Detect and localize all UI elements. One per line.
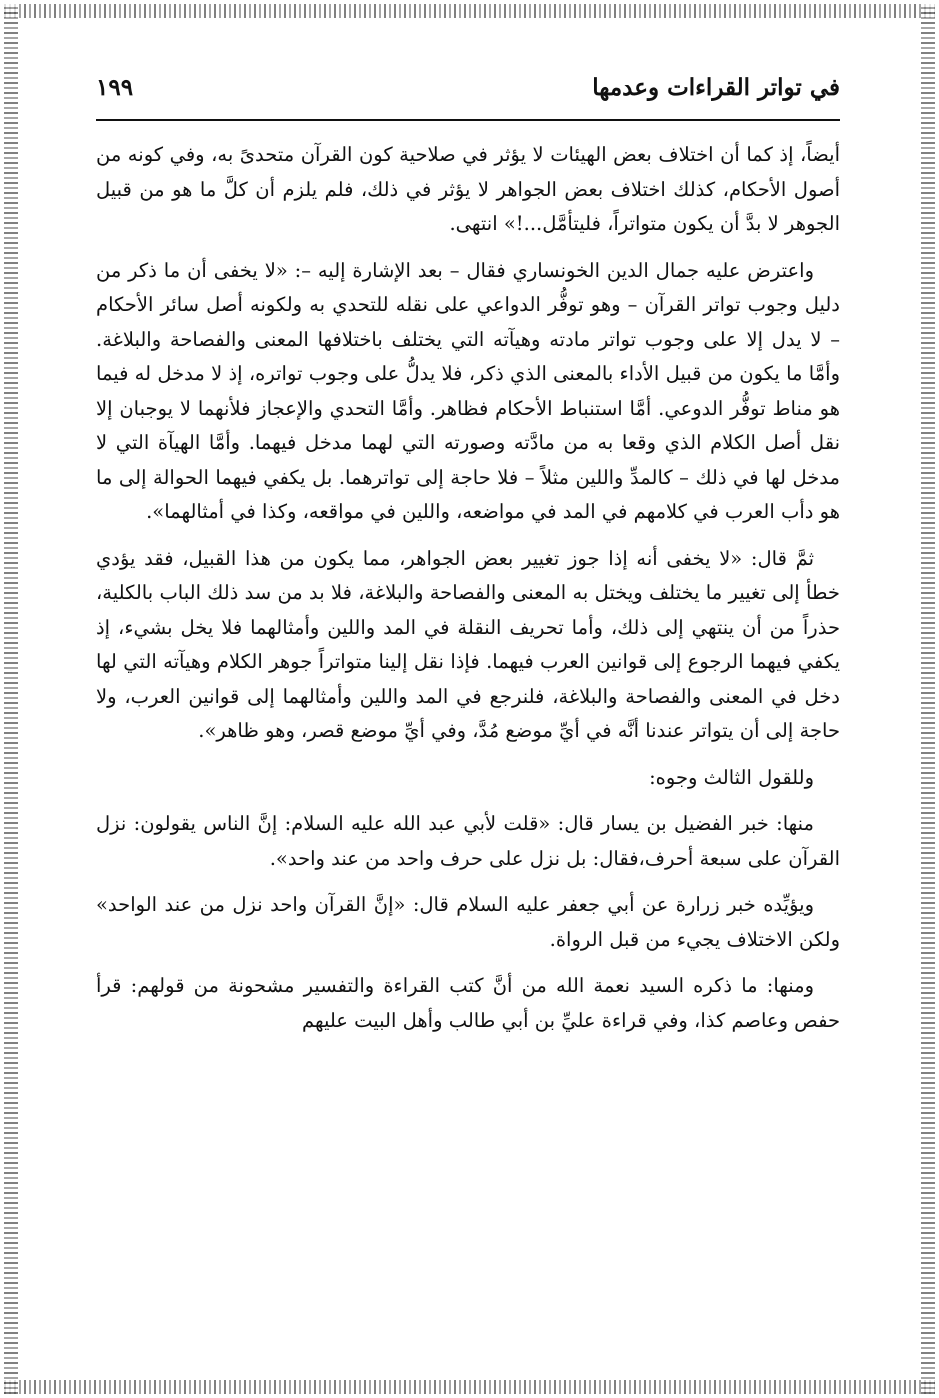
page-number: ١٩٩ — [96, 74, 134, 101]
border-frame-right — [921, 4, 935, 1394]
border-frame-left — [4, 4, 18, 1394]
paragraph-6: ويؤيِّده خبر زرارة عن أبي جعفر عليه السلام قال: «إنَّ القرآن واحد نزل من عند الواحد» ولكن الاختلاف يجيء من قبل الرواة. — [96, 893, 840, 951]
page-header — [96, 70, 840, 114]
page-body — [96, 138, 840, 1050]
paragraph-1: أيضاً، إذ كما أن اختلاف بعض الهيئات لا يؤثر في صلاحية كون القرآن متحدىً به، وفي كونه من أصول الأحكام، كذلك اختلاف بعض الجواهر لا يؤثر في ذلك، فلم يلزم أن كلَّ ما هو من قبيل الجوهر لا بدَّ أن يكون متواتراً، فليتأمَّل...!» انتهى. — [96, 143, 840, 235]
paragraph-7: ومنها: ما ذكره السيد نعمة الله من أنَّ كتب القراءة والتفسير مشحونة من قولهم: قرأ حفص وعاصم كذا، وفي قراءة عليِّ بن أبي طالب وأهل البيت عليهم — [96, 974, 840, 1032]
running-title: في تواتر القراءات وعدمها — [592, 74, 840, 101]
border-frame-top — [4, 4, 935, 18]
paragraph-3: ثمَّ قال: «لا يخفى أنه إذا جوز تغيير بعض الجواهر، مما يكون من هذا القبيل، فقد يؤدي خطأ إلى تغيير ما يختلف ويختل به المعنى والفصاحة والبلاغة، فلا بد من سد ذلك الباب بالكلية، حذراً من أن ينتهي إلى ذلك، وأما تحريف النقلة في المد واللين وأمثالهما فلا يخل بشيء، إذ يكفي فيهما الرجوع إلى قوانين العرب فيهما. فإذا نقل إلينا متواتراً جوهر الكلام وهيآته التي لها دخل في المعنى والفصاحة والبلاغة، فلنرجع في المد واللين وأمثالهما إلى قوانين العرب، ولا حاجة إلى أن يتواتر عندنا أنَّه في أيِّ موضع مُدَّ، وفي أيِّ موضع قصر، وهو ظاهر». — [96, 546, 840, 742]
paragraph-2: واعترض عليه جمال الدين الخونساري فقال – بعد الإشارة إليه –: «لا يخفى أن ما ذكر من دليل وجوب تواتر القرآن – وهو توفُّر الدواعي على نقله للتحدي به ولكونه أصل سائر الأحكام – لا يدل إلا على وجوب تواتر مادته وهيآته التي يختلف باختلافها المعنى والفصاحة والبلاغة. وأمَّا ما يكون من قبيل الأداء بالمعنى الذي ذكر، فلا يدلُّ على وجوب تواتره، إذ لا مدخل له فيما هو مناط توفُّر الدوعي. أمَّا استنباط الأحكام فظاهر. وأمَّا التحدي والإعجاز فلأنهما لا يوجبان إلا نقل أصل الكلام الذي وقعا به من مادَّته وصورته التي لهما مدخل فيهما. وأمَّا الهيآة التي لا مدخل لها في ذلك – كالمدِّ واللين مثلاً – فلا حاجة إلى تواترهما. بل يكفي فيهما الحوالة إلى ما هو دأب العرب في كلامهم في المد في مواضعه، واللين في مواقعه، وكذا في أمثالهما». — [96, 258, 840, 523]
paragraph-4: وللقول الثالث وجوه: — [649, 765, 814, 789]
border-frame-bottom — [4, 1380, 935, 1394]
paragraph-5: منها: خبر الفضيل بن يسار قال: «قلت لأبي عبد الله عليه السلام: إنَّ الناس يقولون: نزل القرآن على سبعة أحرف،فقال: بل نزل على حرف واحد من عند واحد». — [96, 812, 840, 870]
header-divider — [96, 119, 840, 121]
